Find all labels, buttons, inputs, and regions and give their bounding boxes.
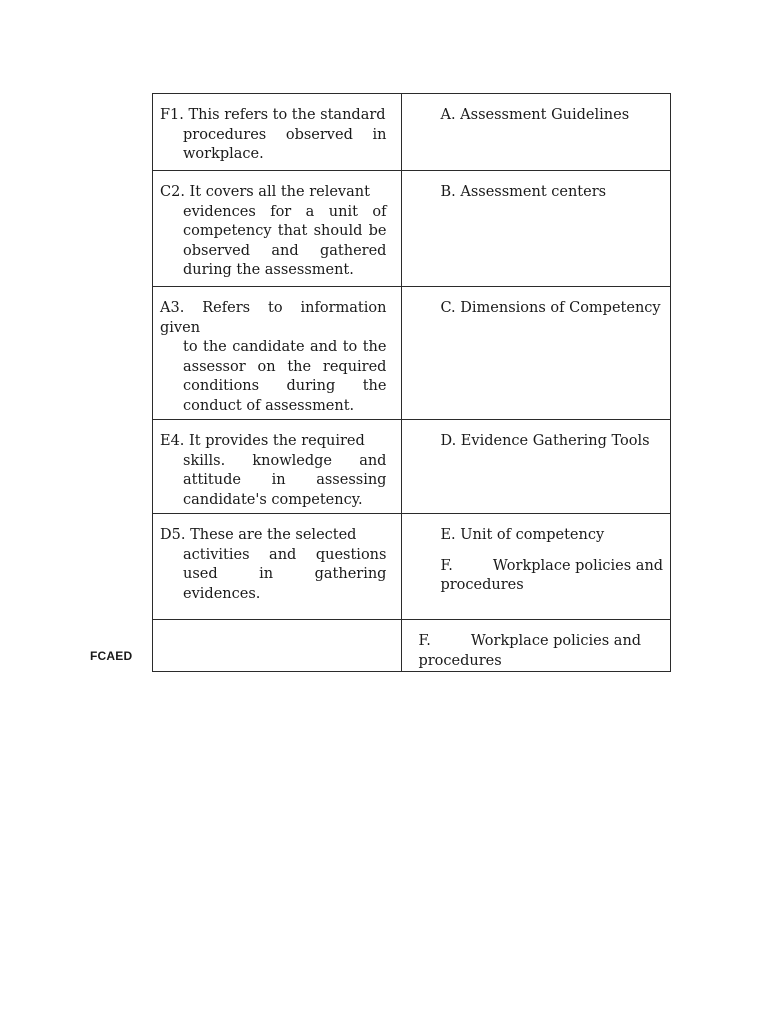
choice-c: C. Dimensions of Competency bbox=[440, 300, 661, 316]
answer-key-note: FCAED bbox=[90, 649, 133, 663]
matching-type-table bbox=[152, 93, 671, 672]
choice-f-letter-last: F. bbox=[418, 633, 431, 649]
choice-f-text-last: Workplace policies and procedures bbox=[418, 633, 642, 669]
question-text-1: F1. This refers to the standard bbox=[160, 107, 386, 123]
table-row bbox=[153, 514, 671, 620]
question-text-5-cont: activities and questions used in gathering evidences. bbox=[183, 546, 387, 602]
choice-e: E. Unit of competency bbox=[440, 527, 605, 543]
question-text-2-cont: evidences for a unit of competency that should be observed and gathered during the assessment. bbox=[183, 203, 387, 278]
table-row bbox=[153, 420, 671, 514]
choice-f-inline bbox=[440, 557, 664, 596]
question-cell bbox=[153, 287, 402, 420]
question-cell bbox=[153, 94, 402, 171]
choice-d: D. Evidence Gathering Tools bbox=[440, 433, 650, 449]
question-text-4-cont: skills. knowledge and attitude in assessing candidate's competency. bbox=[183, 452, 387, 508]
answer-cell bbox=[402, 514, 671, 620]
question-text-4: E4. It provides the required bbox=[160, 433, 365, 449]
answer-cell bbox=[402, 420, 671, 514]
table-row bbox=[153, 287, 671, 420]
question-text-3-cont: to the candidate and to the assessor on the required conditions during the conduct of assessment. bbox=[183, 339, 387, 414]
question-text-1-cont: procedures observed in workplace. bbox=[183, 126, 387, 162]
answer-cell bbox=[402, 171, 671, 287]
question-cell bbox=[153, 420, 402, 514]
answer-cell bbox=[402, 287, 671, 420]
question-cell-empty bbox=[153, 620, 402, 672]
choice-f-text: Workplace policies and procedures bbox=[440, 557, 664, 593]
table-row bbox=[153, 171, 671, 287]
choice-a: A. Assessment Guidelines bbox=[440, 107, 630, 123]
question-cell bbox=[153, 171, 402, 287]
question-cell bbox=[153, 514, 402, 620]
answer-cell bbox=[402, 94, 671, 171]
answer-cell bbox=[402, 620, 671, 672]
table-row bbox=[153, 620, 671, 672]
question-text-3: A3. Refers to information given bbox=[160, 300, 387, 336]
question-text-5: D5. These are the selected bbox=[160, 527, 357, 543]
question-text-2: C2. It covers all the relevant bbox=[160, 184, 370, 200]
table-row bbox=[153, 94, 671, 171]
choice-f-letter: F. bbox=[440, 557, 453, 574]
choice-b: B. Assessment centers bbox=[440, 184, 607, 200]
